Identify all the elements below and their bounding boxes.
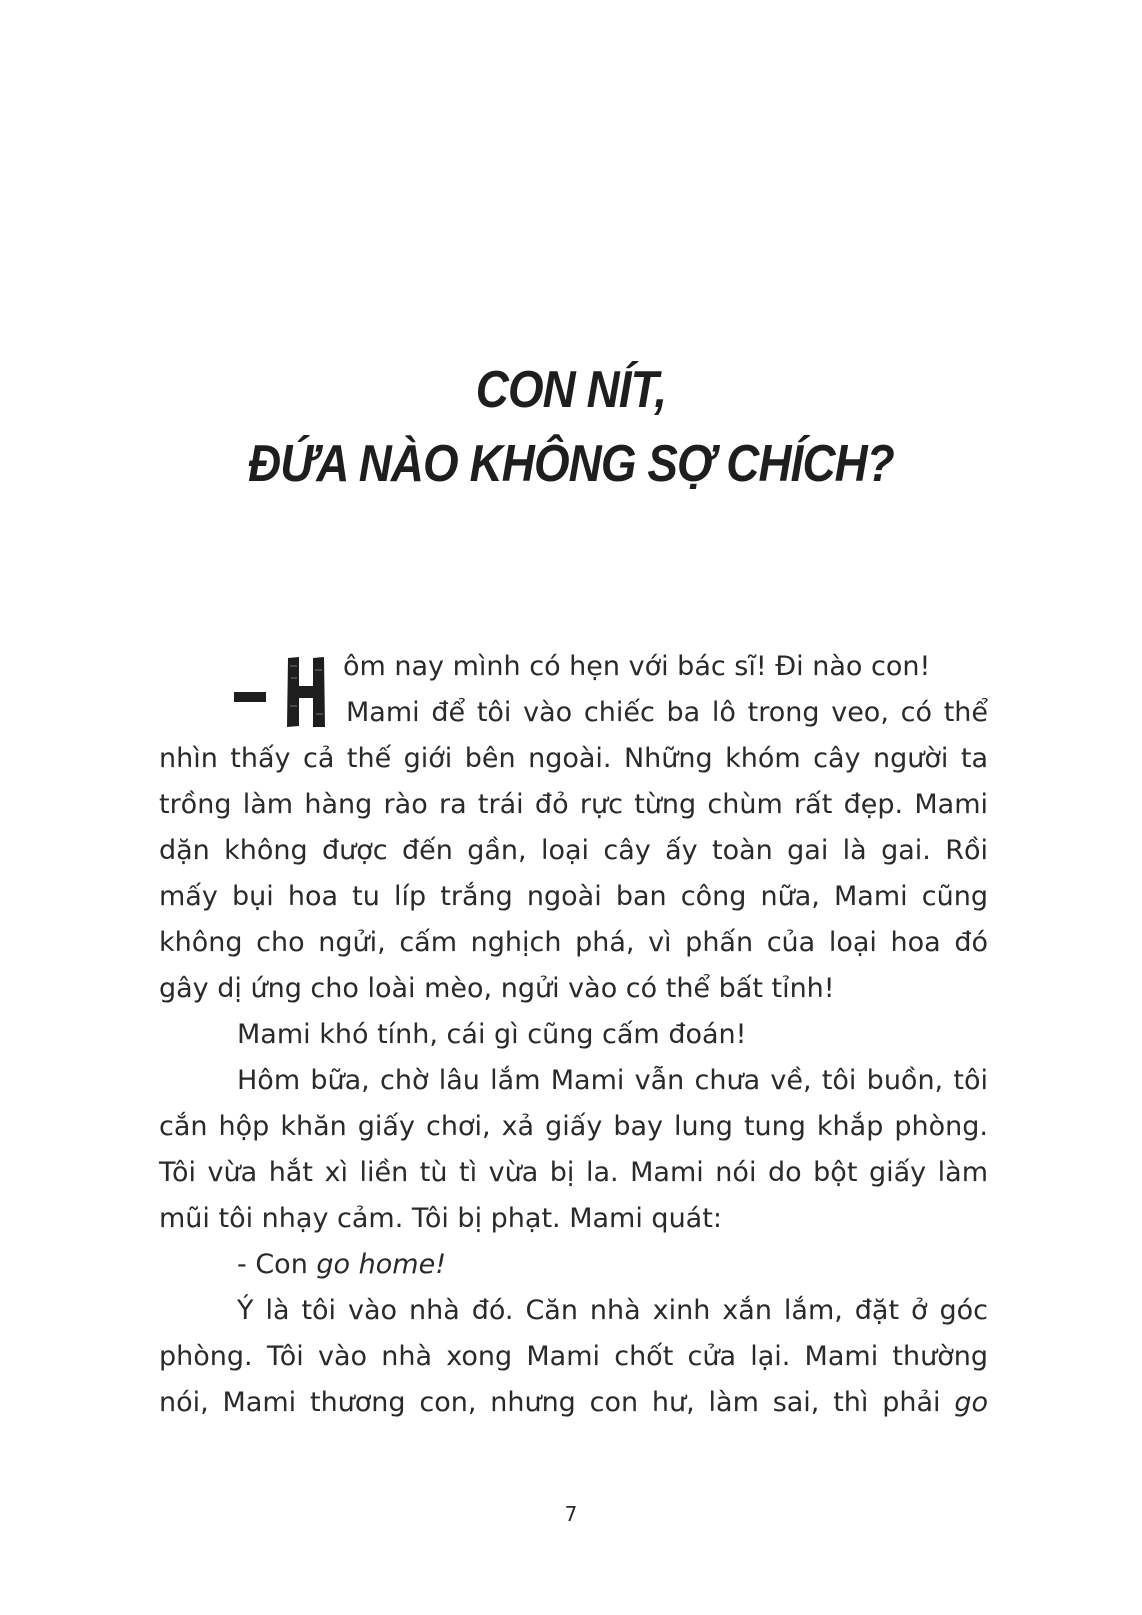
- body-line-5: dặn không được đến gần, loại cây ấy toàn gai là gai. Rồi: [159, 835, 988, 866]
- body-line-9: Mami khó tính, cái gì cũng cấm đoán!: [237, 1019, 747, 1050]
- body-line-13: mũi tôi nhạy cảm. Tôi bị phạt. Mami quát:: [159, 1203, 722, 1234]
- body-line-2: Mami để tôi vào chiếc ba lô trong veo, có thể: [346, 697, 988, 728]
- last-line-text: nói, Mami thương con, nhưng con hư, làm sai, thì phải: [159, 1387, 955, 1418]
- body-line-11: cắn hộp khăn giấy chơi, xả giấy bay lung tung khắp phòng.: [159, 1111, 988, 1142]
- body-line-3: nhìn thấy cả thế giới bên ngoài. Những khóm cây người ta: [159, 743, 988, 774]
- dialog-italic: go home!: [316, 1249, 447, 1280]
- body-line-6: mấy bụi hoa tu líp trắng ngoài ban công nữa, Mami cũng: [159, 881, 988, 912]
- body-line-4: trồng làm hàng rào ra trái đỏ rực từng chùm rất đẹp. Mami: [159, 789, 988, 820]
- body-line-16: [159, 1379, 988, 1426]
- body-line-7: không cho ngửi, cấm nghịch phá, vì phấn của loại hoa đó: [159, 927, 988, 958]
- last-line-italic: go: [954, 1387, 988, 1418]
- dialog-prefix: - Con: [237, 1249, 317, 1280]
- body-line-14: Ý là tôi vào nhà đó. Căn nhà xinh xắn lắm, đặt ở góc: [237, 1295, 988, 1326]
- chapter-title-line-1: CON NÍT,: [475, 361, 667, 419]
- body-line-1: ôm nay mình có hẹn với bác sĩ! Đi nào con!: [343, 651, 931, 682]
- dialog-line: [237, 1241, 988, 1288]
- drop-cap-letter: [286, 656, 326, 728]
- page-number: 7: [564, 1502, 578, 1526]
- drop-dash: [234, 692, 266, 702]
- body-line-12: Tôi vừa hắt xì liền tù tì vừa bị la. Mami nói do bột giấy làm: [159, 1157, 988, 1188]
- chapter-title-line-2: ĐỨA NÀO KHÔNG SỢ CHÍCH?: [248, 435, 894, 493]
- body-line-15: phòng. Tôi vào nhà xong Mami chốt cửa lại. Mami thường: [159, 1341, 988, 1372]
- body-line-8: gây dị ứng cho loài mèo, ngửi vào có thể bất tỉnh!: [159, 973, 835, 1004]
- body-line-10: Hôm bữa, chờ lâu lắm Mami vẫn chưa về, tôi buồn, tôi: [237, 1065, 988, 1096]
